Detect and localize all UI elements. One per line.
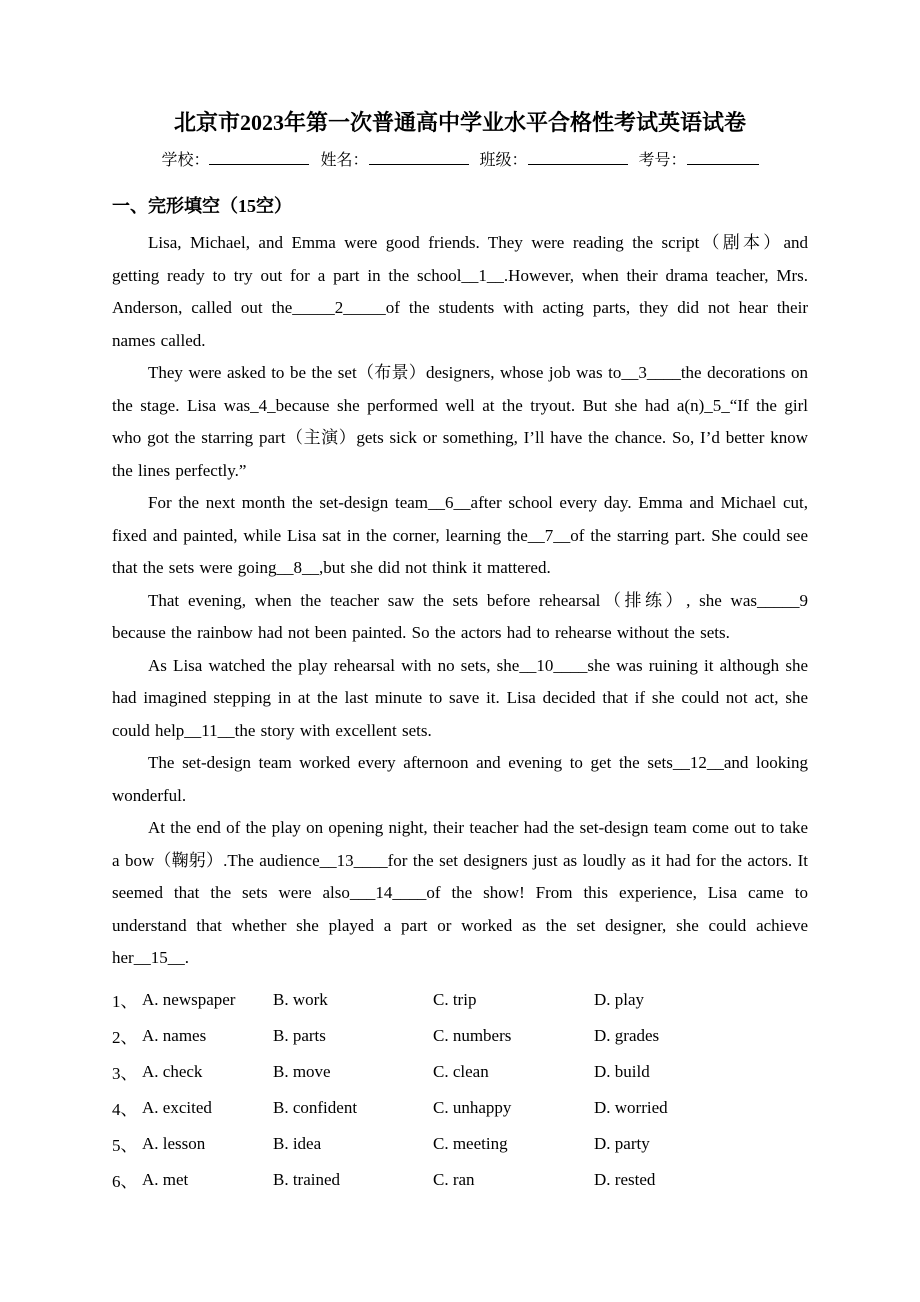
question-number: 2、 (112, 1028, 138, 1047)
cloze-paragraph-6: The set-design team worked every afternoon and evening to get the sets__12__and looking wonderful. (112, 753, 808, 805)
cloze-paragraph-7: At the end of the play on opening night, their teacher had the set-design team come out to take a bow（鞠躬）.The audience__13____for the set designers just as loudly as it had for the actors. It seemed that the sets were also___14____of the show! From this experience, Lisa came to understand that whether she played a part or worked as the set designer, she could achieve her__15__. (112, 818, 808, 967)
exam-number-label: 考号： (638, 152, 687, 169)
option-a: A. names (142, 1025, 207, 1045)
option-b: B. parts (273, 1025, 326, 1045)
name-blank-line (369, 150, 469, 165)
option-a: A. excited (142, 1097, 212, 1117)
question-number: 6、 (112, 1172, 138, 1191)
cloze-paragraph-2: They were asked to be the set（布景）designers, whose job was to__3____the decorations on the stage. Lisa was_4_because she performed well at the tryout. But she had a(n)_5_“If the girl who got the starring part（主演）gets sick or something, I’ll have the chance. So, I’d better know the lines perfectly.” (112, 363, 808, 480)
option-b: B. confident (273, 1097, 358, 1117)
cloze-paragraph-5: As Lisa watched the play rehearsal with no sets, she__10____she was ruining it although she had imagined stepping in at the last minute to save it. Lisa decided that if she could not act, she could help__11__the story with excellent sets. (112, 655, 808, 740)
section-1-heading: 一、完形填空（15空） (112, 196, 292, 216)
option-a: A. lesson (142, 1133, 206, 1153)
school-blank-line (209, 150, 309, 165)
option-c: C. meeting (433, 1133, 508, 1153)
school-label: 学校： (161, 152, 210, 169)
option-a: A. newspaper (142, 989, 236, 1009)
question-1-options (112, 982, 808, 1018)
cloze-passage (112, 227, 808, 975)
student-info-line (112, 147, 808, 170)
name-label: 姓名： (320, 152, 369, 169)
exam-number-blank-line (687, 150, 759, 165)
class-blank-line (528, 150, 628, 165)
option-b: B. move (273, 1061, 331, 1081)
option-c: C. ran (433, 1169, 475, 1189)
question-number: 5、 (112, 1136, 138, 1155)
option-b: B. trained (273, 1169, 341, 1189)
exam-title: 北京市2023年第一次普通高中学业水平合格性考试英语试卷 (173, 110, 746, 135)
question-3-options (112, 1054, 808, 1090)
option-a: A. check (142, 1061, 203, 1081)
question-6-options (112, 1162, 808, 1198)
question-number: 3、 (112, 1064, 138, 1083)
option-d: D. party (594, 1133, 650, 1153)
option-c: C. numbers (433, 1025, 512, 1045)
option-d: D. rested (594, 1169, 656, 1189)
options-list (112, 982, 808, 1198)
question-number: 4、 (112, 1100, 138, 1119)
question-4-options (112, 1090, 808, 1126)
option-d: D. build (594, 1061, 650, 1081)
option-d: D. worried (594, 1097, 668, 1117)
cloze-paragraph-3: For the next month the set-design team__6__after school every day. Emma and Michael cut, fixed and painted, while Lisa sat in the corner, learning the__7__of the starring part. She could see that the sets were going__8__,but she did not think it mattered. (112, 493, 808, 577)
option-d: D. play (594, 989, 645, 1009)
class-label: 班级： (479, 152, 528, 169)
option-b: B. work (273, 989, 328, 1009)
option-c: C. clean (433, 1061, 489, 1081)
option-c: C. trip (433, 989, 477, 1009)
question-5-options (112, 1126, 808, 1162)
option-c: C. unhappy (433, 1097, 512, 1117)
cloze-paragraph-4: That evening, when the teacher saw the sets before rehearsal（排练）, she was_____9 because the rainbow had not been painted. So the actors had to rehearse without the sets. (112, 590, 808, 642)
option-a: A. met (142, 1169, 189, 1189)
question-number: 1、 (112, 992, 138, 1011)
option-b: B. idea (273, 1133, 322, 1153)
cloze-paragraph-1: Lisa, Michael, and Emma were good friends. They were reading the script（剧本）and getting ready to try out for a part in the school__1__.However, when their drama teacher, Mrs. Anderson, called out the_____2_____of the students with acting parts, they did not hear their names called. (112, 233, 808, 350)
question-2-options (112, 1018, 808, 1054)
option-d: D. grades (594, 1025, 660, 1045)
